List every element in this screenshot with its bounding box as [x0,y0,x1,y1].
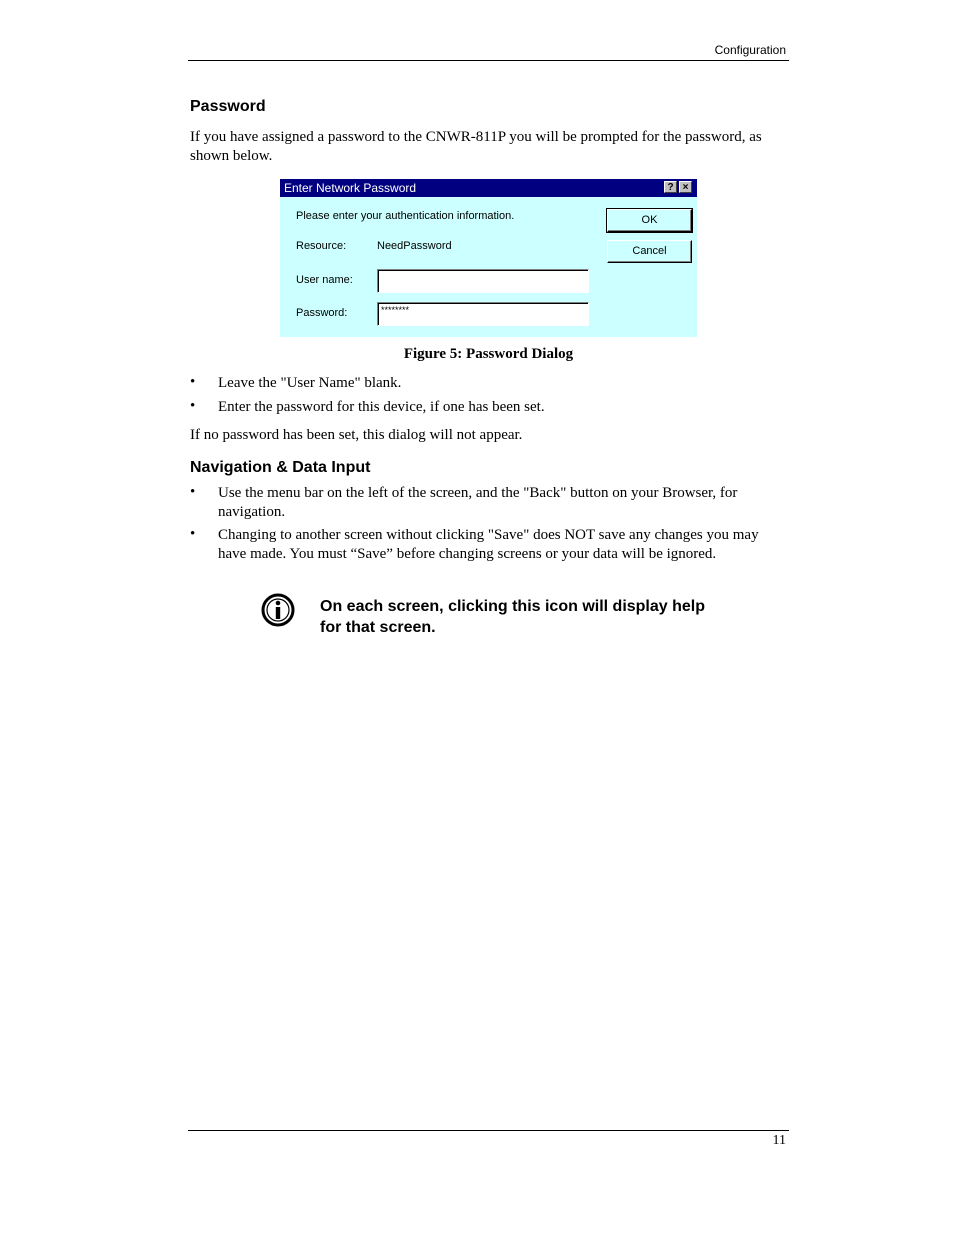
navigation-bullet-2: Changing to another screen without clicking "Save" does NOT save any changes you may have made. You must “Save” before changing screens or your data will be ignored. [218,527,759,562]
password-dialog [280,179,697,337]
dialog-title: Enter Network Password [284,181,417,195]
ok-button[interactable]: OK [607,209,692,232]
resource-label: Resource: [296,240,347,252]
password-field[interactable]: ******** [377,302,589,326]
username-field[interactable] [377,269,589,293]
help-button[interactable]: ? [664,181,677,193]
info-icon [261,593,295,627]
dialog-prompt: Please enter your authentication information. [296,210,515,222]
username-label: User name: [296,274,353,286]
password-bullet-1: Leave the "User Name" blank. [218,375,402,391]
footer-rule [188,1130,789,1131]
bullet-marker: • [190,526,196,542]
navigation-bullet-1: Use the menu bar on the left of the screen, and the "Back" button on your Browser, for navigation. [218,485,738,520]
running-head: Configuration [714,43,786,57]
password-after: If no password has been set, this dialog will not appear. [190,427,523,443]
resource-value: NeedPassword [377,240,452,252]
help-note-text: On each screen, clicking this icon will display help for that screen. [320,598,706,636]
password-bullet-2: Enter the password for this device, if one has been set. [218,399,545,415]
password-label: Password: [296,307,348,319]
dialog-titlebar [280,179,697,197]
header-rule [188,60,789,61]
section-heading-password: Password [190,98,266,115]
bullet-marker: • [190,484,196,500]
password-intro: If you have assigned a password to the CNWR-811P you will be prompted for the password, as shown below. [190,129,762,164]
close-button[interactable]: × [679,181,692,193]
cancel-button[interactable]: Cancel [607,240,692,263]
page-number: 11 [772,1133,786,1148]
figure-caption: Figure 5: Password Dialog [403,346,574,362]
section-heading-navigation: Navigation & Data Input [190,459,371,476]
bullet-marker: • [190,398,196,414]
bullet-marker: • [190,374,196,390]
